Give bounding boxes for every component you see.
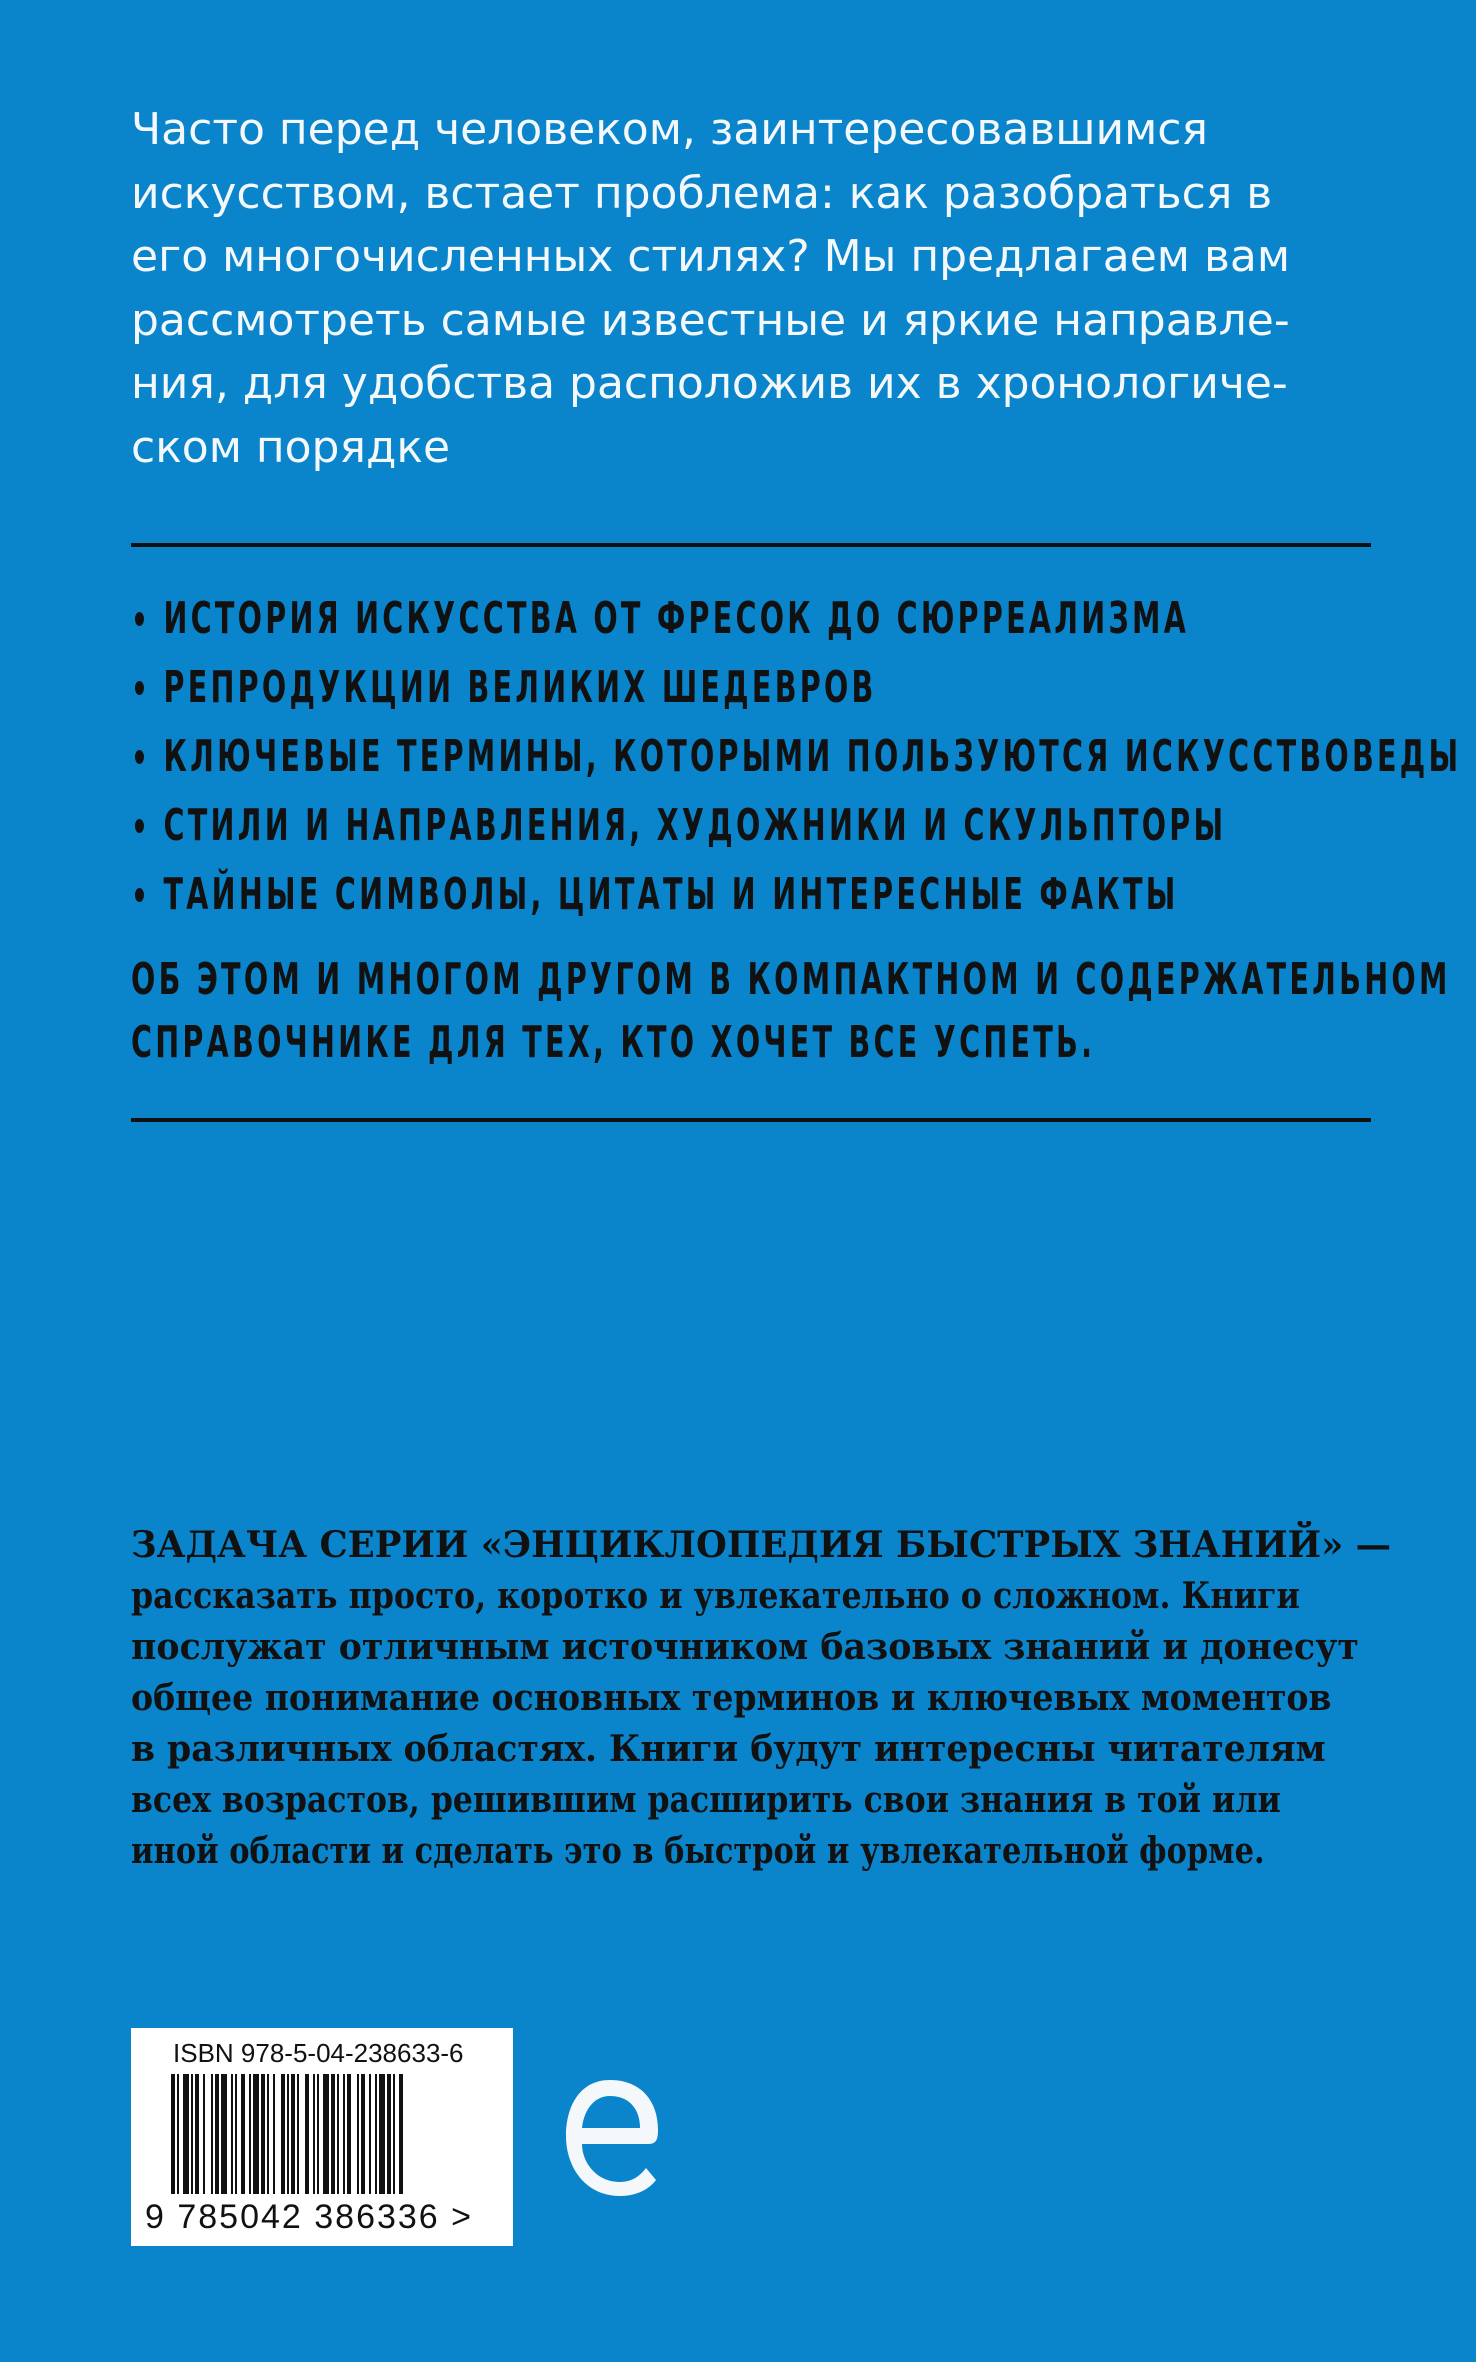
barcode-bars: [171, 2074, 471, 2194]
publisher-logo-icon: [560, 2074, 660, 2204]
barcode-bar: [393, 2074, 395, 2194]
barcode-bar: [337, 2074, 339, 2194]
feature-item: [131, 584, 1190, 653]
series-line: иной области и сделать это в быстрой и увлекательной форме.: [131, 1830, 1265, 1872]
barcode-bar: [317, 2074, 319, 2194]
barcode-bar: [177, 2074, 179, 2194]
barcode-bar: [195, 2074, 199, 2194]
barcode-bar: [281, 2074, 285, 2194]
bullet-icon: [135, 888, 144, 902]
series-line: в различных областях. Книги будут интересны читателям: [131, 1728, 1326, 1770]
barcode-bar: [221, 2074, 227, 2194]
intro-line: ском порядке: [131, 421, 451, 473]
intro-line: ния, для удобства расположив их в хронологиче-: [131, 358, 1288, 409]
barcode-bar: [369, 2074, 371, 2194]
barcode-bar: [287, 2074, 289, 2194]
barcode-bar: [313, 2074, 315, 2194]
barcode-bar: [253, 2074, 259, 2194]
bullet-icon: [135, 612, 144, 626]
barcode-bar: [357, 2074, 359, 2194]
feature-item: [131, 722, 1462, 791]
barcode-bar: [399, 2074, 403, 2194]
barcode-bar: [273, 2074, 275, 2194]
series-line: всех возрастов, решившим расширить свои знания в той или: [131, 1779, 1281, 1821]
intro-paragraph: [131, 98, 1371, 479]
barcode-bar: [191, 2074, 193, 2194]
barcode-bar: [261, 2074, 265, 2194]
barcode-bar: [387, 2074, 391, 2194]
barcode-bar: [343, 2074, 345, 2194]
barcode-bar: [211, 2074, 213, 2194]
barcode-bar: [241, 2074, 245, 2194]
barcode-bar: [305, 2074, 309, 2194]
intro-line: рассмотреть самые известные и яркие направле-: [131, 294, 1290, 346]
intro-line: искусством, встает проблема: как разобраться в: [131, 167, 1273, 219]
barcode-bar: [203, 2074, 205, 2194]
barcode-bar: [379, 2074, 385, 2194]
barcode-bar: [291, 2074, 295, 2194]
series-line: рассказать просто, коротко и увлекательно о сложном. Книги: [131, 1575, 1301, 1617]
feature-list: [131, 584, 1462, 929]
barcode-bar: [347, 2074, 351, 2194]
barcode-bar: [235, 2074, 237, 2194]
barcode-bar: [331, 2074, 335, 2194]
series-line: ЗАДАЧА СЕРИИ «ЭНЦИКЛОПЕДИЯ БЫСТРЫХ ЗНАНИЙ» —: [131, 1524, 1392, 1566]
top-divider: [131, 543, 1371, 547]
bottom-divider: [131, 1118, 1371, 1122]
series-line: послужат отличным источником базовых знаний и донесут: [131, 1626, 1359, 1668]
feature-text: РЕПРОДУКЦИИ ВЕЛИКИХ ШЕДЕВРОВ: [163, 662, 877, 713]
isbn-number: ISBN 978-5-04-238633-6: [173, 2038, 464, 2068]
barcode: [131, 2028, 513, 2246]
feature-item: [131, 860, 1179, 929]
bullet-icon: [135, 750, 144, 764]
barcode-bar: [297, 2074, 299, 2194]
intro-line: Часто перед человеком, заинтересовавшимся: [131, 104, 1208, 155]
feature-item: [131, 653, 937, 722]
barcode-bar: [215, 2074, 219, 2194]
series-description: [131, 1520, 1392, 1877]
summary-text: [131, 948, 1451, 1074]
barcode-bar: [183, 2074, 189, 2194]
feature-text: СТИЛИ И НАПРАВЛЕНИЯ, ХУДОЖНИКИ И СКУЛЬПТОРЫ: [163, 800, 1227, 851]
summary-line: СПРАВОЧНИКЕ ДЛЯ ТЕХ, КТО ХОЧЕТ ВСЕ УСПЕТЬ.: [131, 1017, 1096, 1068]
series-line: общее понимание основных терминов и ключевых моментов: [131, 1677, 1332, 1719]
intro-line: его многочисленных стилях? Мы предлагаем вам: [131, 231, 1291, 282]
feature-text: ТАЙНЫЕ СИМВОЛЫ, ЦИТАТЫ И ИНТЕРЕСНЫЕ ФАКТЫ: [163, 869, 1179, 920]
feature-item: [131, 791, 1227, 860]
barcode-bar: [249, 2074, 251, 2194]
summary-line: ОБ ЭТОМ И МНОГОМ ДРУГОМ В КОМПАКТНОМ И СОДЕРЖАТЕЛЬНОМ: [131, 954, 1451, 1005]
feature-text: ИСТОРИЯ ИСКУССТВА ОТ ФРЕСОК ДО СЮРРЕАЛИЗМА: [163, 593, 1190, 644]
barcode-bar: [231, 2074, 233, 2194]
feature-text: КЛЮЧЕВЫЕ ТЕРМИНЫ, КОТОРЫМИ ПОЛЬЗУЮТСЯ ИСКУССТВОВЕДЫ: [163, 731, 1462, 782]
barcode-bar: [361, 2074, 365, 2194]
bullet-icon: [135, 819, 144, 833]
bullet-icon: [135, 681, 144, 695]
barcode-bar: [267, 2074, 269, 2194]
barcode-bar: [171, 2074, 175, 2194]
barcode-bar: [375, 2074, 377, 2194]
ean-digits: 9 785042 386336 >: [145, 2198, 474, 2236]
barcode-bar: [323, 2074, 329, 2194]
